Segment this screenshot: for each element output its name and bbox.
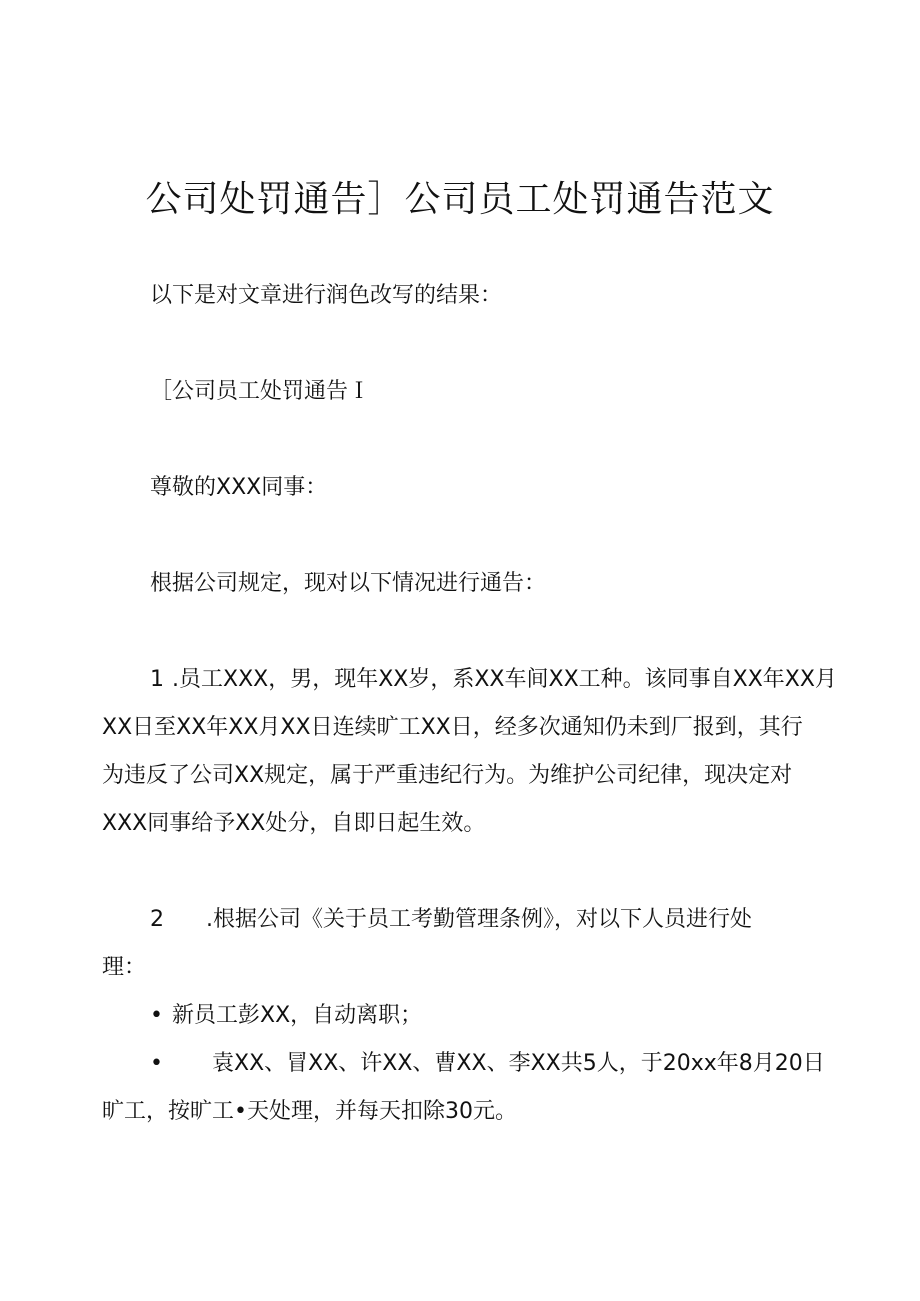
bullet2-line2: 旷工，按旷工•天处理，并每天扣除30元。 (102, 1099, 517, 1124)
item1-line3: 为违反了公司XX规定，属于严重违纪行为。为维护公司纪律，现决定对 (102, 763, 793, 788)
bullet2-mark: • (150, 1051, 163, 1076)
bullet1 (150, 992, 422, 1040)
bullet2 (150, 1040, 825, 1088)
item1-line2: XX日至XX年XX月XX日连续旷工XX日，经多次通知仍未到厂报到，其行 (102, 715, 803, 740)
lead-text: 根据公司规定，现对以下情况进行通告： (150, 571, 547, 596)
item1-number: 1 (150, 667, 164, 692)
document-title: 公司处罚通告］公司员工处罚通告范文 (145, 179, 775, 220)
item1-line1 (150, 656, 837, 704)
bullet1-text: 新员工彭XX，自动离职； (172, 1003, 423, 1028)
item2-line2: 理： (102, 955, 147, 980)
notice-subtitle: ［公司员工处罚通告Ｉ (150, 379, 371, 404)
greeting-text: 尊敬的XXX同事： (150, 475, 328, 500)
item1-line1-text: .员工XXX，男，现年XX岁，系XX车间XX工种。该同事自XX年XX月 (172, 667, 837, 692)
intro-text: 以下是对文章进行润色改写的结果： (150, 283, 503, 308)
item2-line1 (150, 896, 752, 944)
item2-number: 2 (150, 907, 164, 932)
bullet1-mark: • (150, 1003, 163, 1028)
item1-line4: XXX同事给予XX处分，自即日起生效。 (102, 811, 486, 836)
bullet2-line1-text: 袁XX、冒XX、许XX、曹XX、李XX共5人，于20xx年8月20日 (212, 1051, 825, 1076)
item2-line1-text: .根据公司《关于员工考勤管理条例》，对以下人员进行处 (206, 907, 752, 932)
